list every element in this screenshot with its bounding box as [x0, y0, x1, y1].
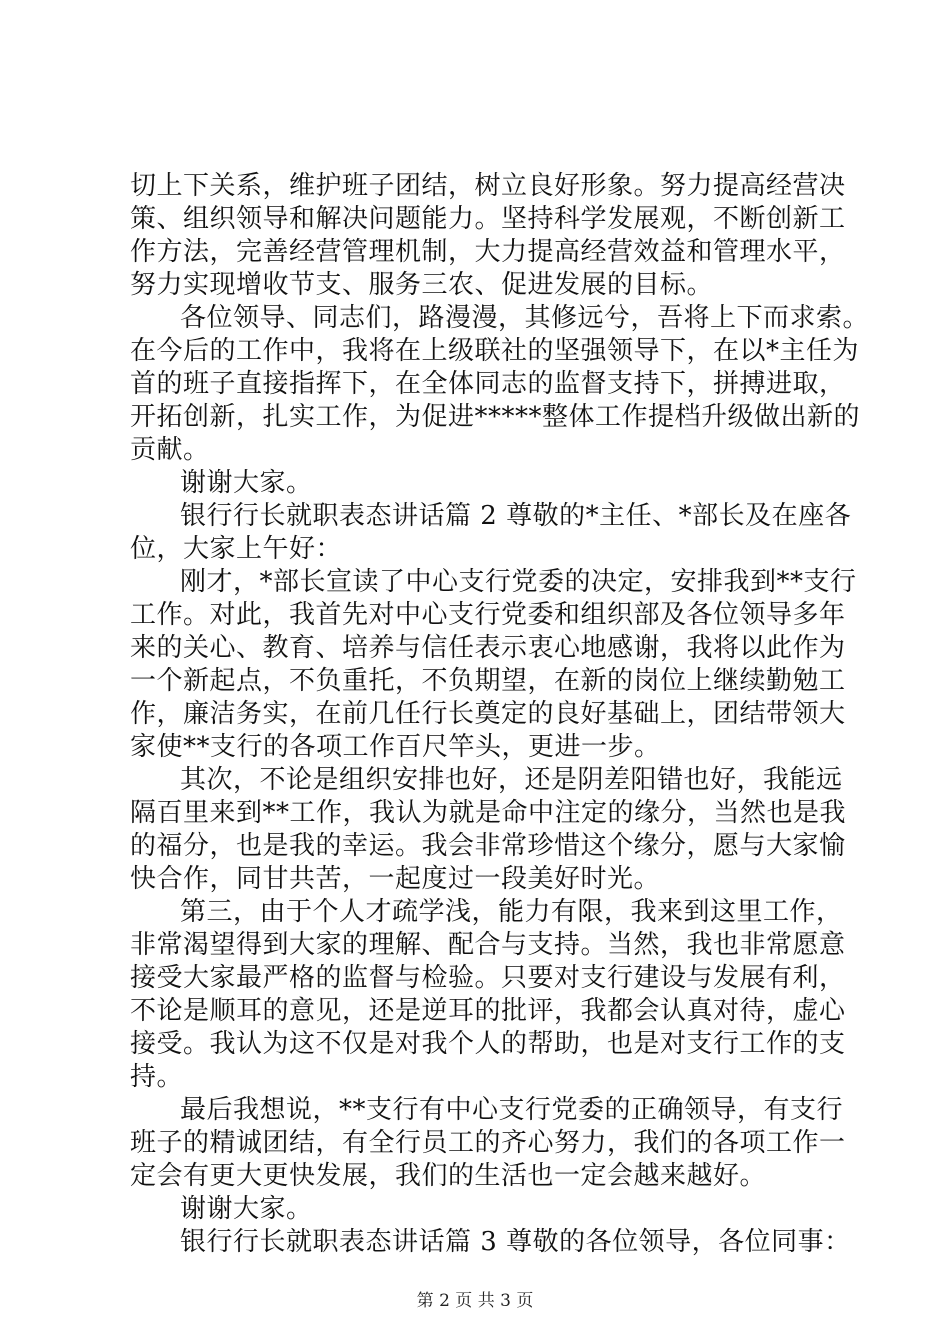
section-heading: 银行行长就职表态讲话篇 3 尊敬的各位领导，各位同事：: [180, 1227, 851, 1257]
text-line: 各位领导、同志们，路漫漫，其修远兮，吾将上下而求索。: [180, 303, 870, 333]
text-line: 快合作，同甘共苦，一起度过一段美好时光。: [130, 864, 661, 894]
text-line: 持。: [130, 1062, 184, 1092]
text-line: 接受大家最严格的监督与检验。只要对支行建设与发展有利，: [130, 963, 846, 993]
text-line: 首的班子直接指挥下，在全体同志的监督支持下，拼搏进取，: [130, 369, 846, 399]
text-line: 隔百里来到**工作，我认为就是命中注定的缘分，当然也是我: [130, 798, 847, 828]
text-line: 谢谢大家。: [180, 1194, 313, 1224]
text-line: 不论是顺耳的意见，还是逆耳的批评，我都会认真对待，虚心: [130, 996, 846, 1026]
text-line: 一个新起点，不负重托，不负期望，在新的岗位上继续勤勉工: [130, 666, 846, 696]
text-line: 开拓创新，扎实工作，为促进*****整体工作提档升级做出新的: [130, 402, 861, 432]
text-line: 刚才，*部长宣读了中心支行党委的决定，安排我到**支行: [180, 567, 857, 597]
text-line: 作方法，完善经营管理机制，大力提高经营效益和管理水平，: [130, 237, 846, 267]
text-line: 工作。对此，我首先对中心支行党委和组织部及各位领导多年: [130, 600, 846, 630]
text-line: 在今后的工作中，我将在上级联社的坚强领导下，在以*主任为: [130, 336, 860, 366]
text-line: 家使**支行的各项工作百尺竿头，更进一步。: [130, 732, 661, 762]
text-line: 努力实现增收节支、服务三农、促进发展的目标。: [130, 270, 714, 300]
page-footer: 第 2 页 共 3 页: [416, 1291, 534, 1311]
text-line: 最后我想说，**支行有中心支行党委的正确领导，有支行: [180, 1095, 844, 1125]
text-line: 的福分，也是我的幸运。我会非常珍惜这个缘分，愿与大家愉: [130, 831, 846, 861]
text-line: 策、组织领导和解决问题能力。坚持科学发展观，不断创新工: [130, 204, 846, 234]
text-line: 定会有更大更快发展，我们的生活也一定会越来越好。: [130, 1161, 767, 1191]
text-line: 班子的精诚团结，有全行员工的齐心努力，我们的各项工作一: [130, 1128, 846, 1158]
text-line: 位，大家上午好：: [130, 534, 343, 564]
text-line: 作，廉洁务实，在前几任行长奠定的良好基础上，团结带领大: [130, 699, 846, 729]
section-heading: 银行行长就职表态讲话篇 2 尊敬的*主任、*部长及在座各: [180, 501, 852, 531]
text-line: 接受。我认为这不仅是对我个人的帮助，也是对支行工作的支: [130, 1029, 846, 1059]
text-line: 第三，由于个人才疏学浅，能力有限，我来到这里工作，: [180, 897, 843, 927]
text-line: 贡献。: [130, 435, 210, 465]
text-line: 来的关心、教育、培养与信任表示衷心地感谢，我将以此作为: [130, 633, 846, 663]
text-line: 谢谢大家。: [180, 468, 313, 498]
text-line: 其次，不论是组织安排也好，还是阴差阳错也好，我能远: [180, 765, 843, 795]
text-line: 非常渴望得到大家的理解、配合与支持。当然，我也非常愿意: [130, 930, 846, 960]
text-line: 切上下关系，维护班子团结，树立良好形象。努力提高经营决: [130, 171, 846, 201]
